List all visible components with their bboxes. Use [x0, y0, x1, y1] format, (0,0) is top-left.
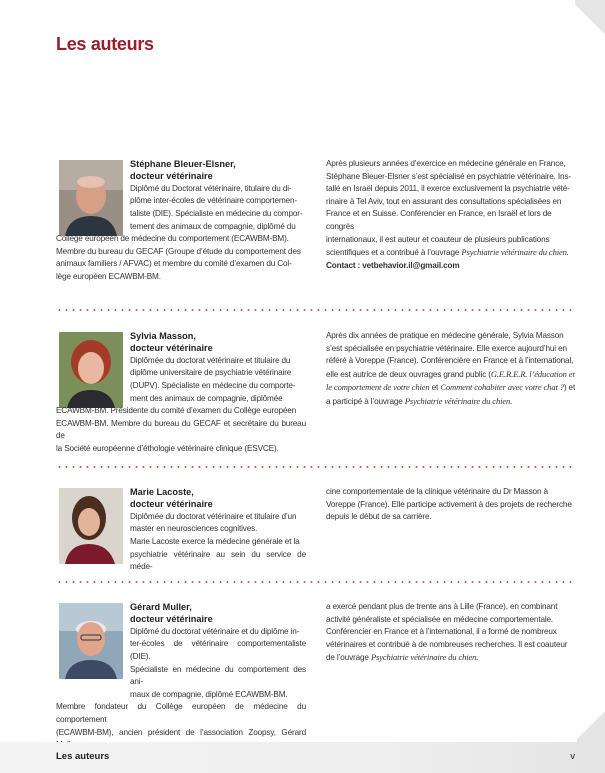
section-divider: [56, 581, 576, 583]
page-corner-decoration: [577, 708, 605, 742]
page-number: v: [570, 751, 575, 762]
author-bio-indented: Diplômé du Doctorat vétérinaire, titulaire du di- plôme inter-écoles de vétérinaire comportemen- taliste (DIE). Spécialiste en médecine du compor- tement des animaux de compagnie, diplômé du: [130, 183, 303, 231]
author-bio-full: ECAWBM-BM. Présidente du comité d’examen du Collège européen ECAWBM-BM. Membre du bureau du GECAF et secrétaire du bureau de la Société européenne d’éthologie vétérinaire clinique (ESVCE).: [56, 406, 306, 453]
book-title: Psychiatrie vétérinaire du chien.: [370, 652, 479, 663]
author-bio-indented: Diplômée du doctorat vétérinaire et titulaire du diplôme universitaire de psychiatrie vétérinaire (DUPV). Spécialiste en médecine du comporte- ment des animaux de compagnie, diplômée: [130, 355, 296, 403]
section-divider: [56, 466, 576, 468]
book-title: G.E.R.E.R. l’éducation et le comportement de votre chien: [326, 368, 575, 393]
page-corner-decoration: [575, 0, 605, 38]
author-name: Gérard Muller,: [130, 602, 192, 612]
author-title: docteur vétérinaire: [130, 499, 213, 510]
author-name: Sylvia Masson,: [130, 331, 196, 341]
author-bio-right: Après dix années de pratique en médecine générale, Sylvia Masson s’est spécialisée en psychiatrie vétérinaire. Elle exerce aujourd’hui en référé à Voreppe (France). Conférencière en France et à l’international, elle est autrice de deux ouvrages grand public (G.E.R.E.R. l’éducation et le comportement de votre chien et Comment cohabiter avec votre chat ?) et a participé à l’ouvrage Psychiatrie vétérinaire du chien.: [326, 331, 576, 406]
author-bio-right: cine comportementale de la clinique vétérinaire du Dr Masson à Voreppe (France). Elle participe activement à des projets de recherche depuis le début de sa carrière.: [326, 487, 572, 522]
page-footer: [0, 742, 605, 773]
author-bio-right: a exercé pendant plus de trente ans à Lille (France), en combinant activité généraliste et spécialisée en médecine comportementale. Conférencier en France et à l’international, il a formé de nombreux vétérinaires et contribué à de nombreuses recherches. Il est coauteur de l’ouvrage Psychiatrie vétérinaire du chien.: [326, 602, 568, 663]
footer-section-label: Les auteurs: [56, 751, 110, 762]
author-name: Stéphane Bleuer-Elsner,: [130, 159, 236, 169]
author-name: Marie Lacoste,: [130, 487, 194, 497]
author-title: docteur vétérinaire: [130, 343, 213, 354]
author-bio-indented: Diplômé du doctorat vétérinaire et du diplôme in- ter-écoles de vétérinaire comportementaliste (DIE). Spécialiste en médecine du comportement des ani- maux de compagnie, diplômé ECAWBM-BM.: [130, 626, 306, 699]
contact-email[interactable]: Contact : vetbehavior.il@gmail.com: [326, 260, 460, 270]
author-bio-indented: Diplômée du doctorat vétérinaire et titulaire d’un master en neurosciences cognitives. Marie Lacoste exerce la médecine générale et la psychiatrie vétérinaire au sein du service de méde-: [130, 511, 306, 572]
page-title: Les auteurs: [56, 34, 154, 54]
author-bio-right: Après plusieurs années d’exercice en médecine générale en France, Stéphane Bleuer-Elsner s’est spécialisé en psychiatrie vétérinaire. Ins- tallé en Israël depuis 2011, il exerce exclusivement la psychiatrie vété- rinaire à Tel Aviv, tout en assurant des consultations spécialisées en France et en Suisse. Conférencier en France, en Israël et lors de congrès internationaux, il est auteur et coauteur de plusieurs publications scientifiques et a contribué à l’ouvrage Psychiatrie vétérinaire du chien. Contact : vetbehavior.il@gmail.com: [326, 158, 576, 272]
author-bio-full: Collège européen de médecine du comportement (ECAWBM-BM). Membre du bureau du GECAF (Groupe d’étude du comportement des animaux familiers / AFVAC) et membre du comité d’examen du Col- lège européen ECAWBM-BM.: [56, 234, 301, 281]
book-title: Comment cohabiter avec votre chat ?: [440, 382, 564, 393]
book-title: Psychiatrie vétérinaire du chien.: [461, 247, 569, 258]
book-title: Psychiatrie vétérinaire du chien.: [404, 395, 513, 406]
author-title: docteur vétérinaire: [130, 171, 213, 182]
author-title: docteur vétérinaire: [130, 614, 213, 625]
section-divider: [56, 309, 576, 311]
author-bio-full: Membre fondateur du Collège européen de médecine du comportement (ECAWBM-BM), ancien président de l’association Zoopsy, Gérard: [56, 702, 306, 737]
